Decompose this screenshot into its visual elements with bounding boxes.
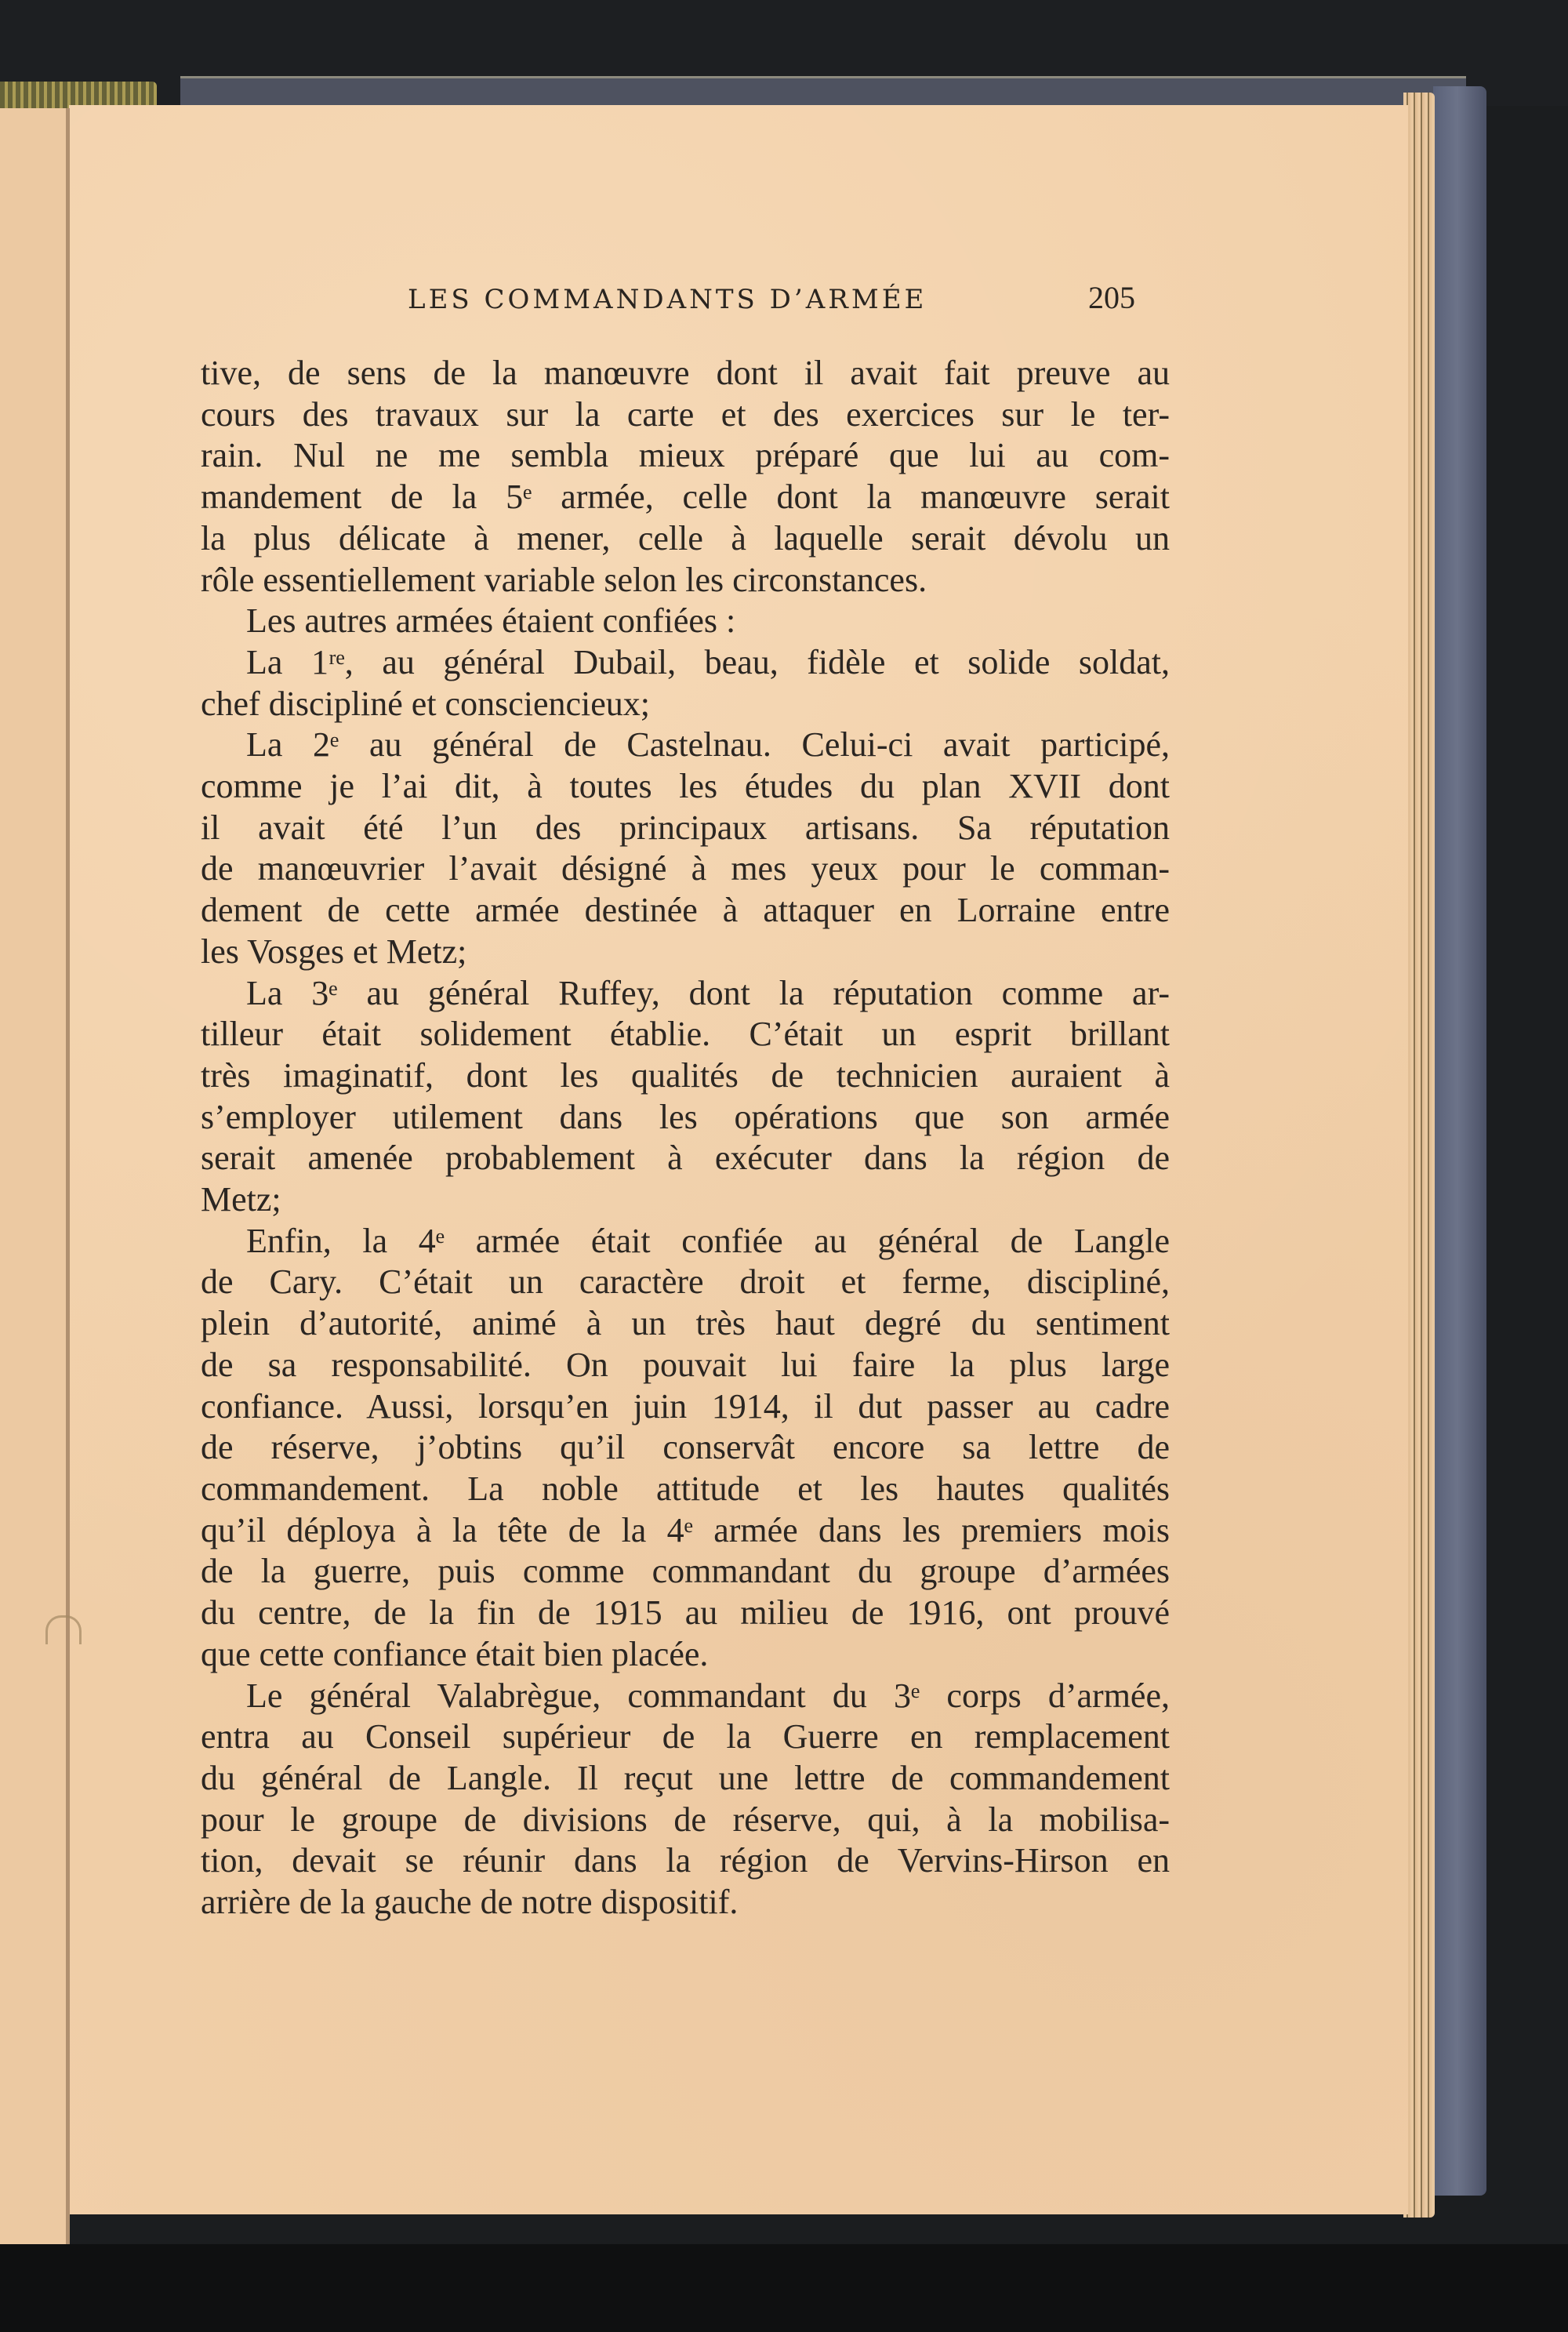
page-number: 205 (1088, 280, 1135, 315)
text-line: Le général Valabrègue, commandant du 3ᵉ corps d’armée, (246, 1676, 1170, 1715)
text-line: Les autres armées étaient confiées : (246, 601, 736, 641)
text-line: il avait été l’un des principaux artisans. Sa réputation (201, 808, 1170, 847)
text-line: arrière de la gauche de notre dispositif. (201, 1883, 739, 1922)
text-line: très imaginatif, dont les qualités de technicien auraient à (201, 1055, 1170, 1095)
paragraph (201, 642, 1170, 725)
text-line: rain. Nul ne me sembla mieux préparé que lui au com- (201, 436, 1170, 475)
text-line: La 1ʳᵉ, au général Dubail, beau, fidèle et solide soldat, (246, 642, 1170, 681)
text-line: tive, de sens de la manœuvre dont il avait fait preuve au (201, 354, 1170, 392)
page-edges (1403, 93, 1435, 2218)
text-line: plein d’autorité, animé à un très haut degré du sentiment (201, 1304, 1170, 1343)
text-line: tion, devait se réunir dans la région de Vervins-Hirson en (201, 1841, 1170, 1880)
paragraph (201, 725, 1170, 972)
body-text (201, 353, 1170, 1923)
running-head: LES COMMANDANTS D’ARMÉE (408, 284, 927, 315)
text-line: les Vosges et Metz; (201, 932, 467, 971)
text-line: de Cary. C’était un caractère droit et ferme, discipliné, (201, 1262, 1170, 1302)
bottom-shadow (0, 2244, 1568, 2332)
text-line: cours des travaux sur la carte et des exercices sur le ter- (201, 394, 1170, 434)
text-line: que cette confiance était bien placée. (201, 1634, 709, 1673)
text-line: de sa responsabilité. On pouvait lui faire la plus large (201, 1345, 1170, 1384)
book-cover-top-edge (180, 76, 1466, 108)
text-line: du général de Langle. Il reçut une lettre de commandement (201, 1758, 1170, 1797)
book-cover-right-edge (1433, 86, 1486, 2196)
left-page-strip (0, 108, 67, 2272)
text-line: du centre, de la fin de 1915 au milieu de 1916, ont prouvé (201, 1593, 1170, 1633)
text-line: serait amenée probablement à exécuter dans la région de (201, 1139, 1170, 1178)
text-line: pour le groupe de divisions de réserve, qui, à la mobilisa- (201, 1800, 1170, 1839)
text-line: rôle essentiellement variable selon les circonstances. (201, 560, 927, 599)
text-line: s’employer utilement dans les opérations que son armée (201, 1097, 1170, 1136)
paragraph (201, 1676, 1170, 1923)
text-line: de réserve, j’obtins qu’il conservât encore sa lettre de (201, 1428, 1170, 1467)
text-line: entra au Conseil supérieur de la Guerre en remplacement (201, 1717, 1170, 1756)
text-line: Enfin, la 4ᵉ armée était confiée au général de Langle (246, 1221, 1170, 1260)
text-line: Metz; (201, 1180, 281, 1219)
text-line: la plus délicate à mener, celle à laquelle serait dévolu un (201, 518, 1170, 558)
paragraph (201, 1221, 1170, 1676)
text-line: qu’il déploya à la tête de la 4ᵉ armée dans les premiers mois (201, 1510, 1170, 1549)
text-line: commandement. La noble attitude et les hautes qualités (201, 1469, 1170, 1508)
paragraph (201, 601, 1170, 642)
text-line: confiance. Aussi, lorsqu’en juin 1914, il dut passer au cadre (201, 1386, 1170, 1426)
text-line: mandement de la 5ᵉ armée, celle dont la manœuvre serait (201, 478, 1170, 517)
paragraph (201, 973, 1170, 1221)
text-line: comme je l’ai dit, à toutes les études du plan XVII dont (201, 767, 1170, 806)
binding-gutter (66, 108, 70, 2272)
text-line: dement de cette armée destinée à attaquer en Lorraine entre (201, 891, 1170, 930)
paragraph (201, 353, 1170, 601)
margin-mark-icon (45, 1615, 82, 1644)
text-line: de manœuvrier l’avait désigné à mes yeux pour le comman- (201, 849, 1170, 888)
text-line: chef discipliné et consciencieux; (201, 684, 650, 723)
text-line: La 2ᵉ au général de Castelnau. Celui-ci avait participé, (246, 725, 1170, 765)
text-line: tilleur était solidement établie. C’était un esprit brillant (201, 1015, 1170, 1054)
text-line: La 3ᵉ au général Ruffey, dont la réputation comme ar- (246, 973, 1170, 1012)
text-line: de la guerre, puis comme commandant du groupe d’armées (201, 1552, 1170, 1591)
